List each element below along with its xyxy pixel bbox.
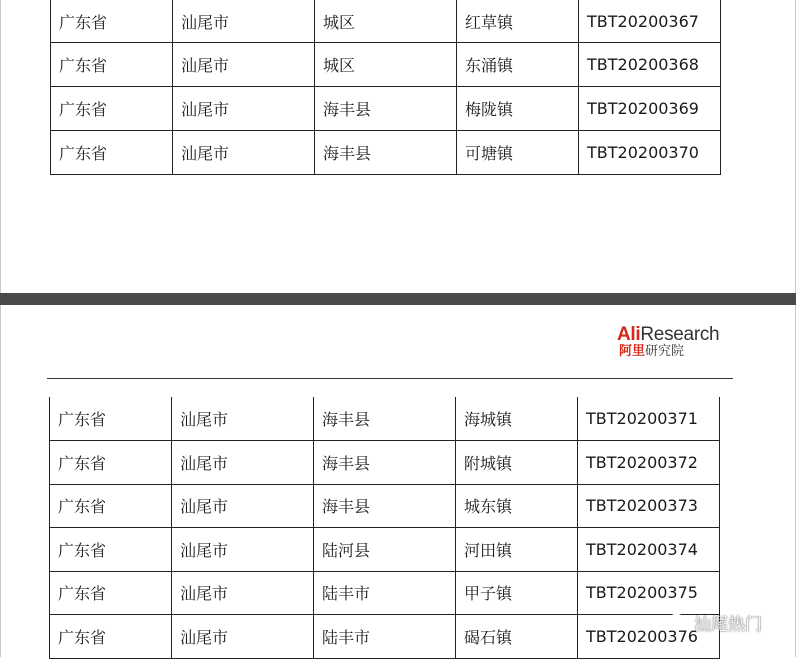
town-cell: 海城镇 (456, 397, 578, 441)
table-row (50, 397, 720, 441)
province-cell: 广东省 (50, 615, 172, 659)
aliresearch-logo (617, 325, 735, 365)
table-body (51, 0, 721, 175)
city-cell: 汕尾市 (172, 571, 314, 615)
logo-institute-cn: 研究院 (645, 344, 685, 359)
document-page-top (0, 0, 796, 293)
town-code-table-top (50, 0, 721, 175)
province-cell: 广东省 (51, 87, 173, 131)
province-cell: 广东省 (50, 441, 172, 485)
county-cell: 海丰县 (315, 131, 457, 175)
code-cell: TBT20200373 (578, 484, 720, 528)
county-cell: 城区 (315, 43, 457, 87)
table-row (51, 43, 721, 87)
city-cell: 汕尾市 (173, 87, 315, 131)
code-cell: TBT20200372 (578, 441, 720, 485)
table-row (50, 615, 720, 659)
logo-ali-text: Ali (617, 324, 641, 345)
logo-ali-cn: 阿里 (619, 344, 646, 359)
city-cell: 汕尾市 (172, 615, 314, 659)
table-row (50, 571, 720, 615)
county-cell: 城区 (315, 0, 457, 43)
town-cell: 碣石镇 (456, 615, 578, 659)
wechat-icon (668, 613, 690, 631)
county-cell: 陆丰市 (314, 615, 456, 659)
wechat-watermark (668, 610, 762, 634)
town-cell: 梅陇镇 (457, 87, 579, 131)
logo-chinese (619, 344, 684, 360)
town-cell: 河田镇 (456, 528, 578, 572)
province-cell: 广东省 (50, 528, 172, 572)
province-cell: 广东省 (50, 571, 172, 615)
town-cell: 附城镇 (456, 441, 578, 485)
county-cell: 海丰县 (314, 484, 456, 528)
city-cell: 汕尾市 (173, 0, 315, 43)
city-cell: 汕尾市 (173, 131, 315, 175)
county-cell: 海丰县 (315, 87, 457, 131)
header-divider (47, 378, 733, 379)
watermark-text: 汕尾热门 (694, 614, 762, 635)
city-cell: 汕尾市 (172, 528, 314, 572)
table-row (51, 131, 721, 175)
county-cell: 海丰县 (314, 441, 456, 485)
code-cell: TBT20200376 (578, 615, 720, 659)
logo-research-text: Research (640, 324, 720, 345)
code-cell: TBT20200375 (578, 571, 720, 615)
province-cell: 广东省 (50, 484, 172, 528)
county-cell: 陆河县 (314, 528, 456, 572)
code-cell: TBT20200368 (579, 43, 721, 87)
town-cell: 东涌镇 (457, 43, 579, 87)
page-separator (0, 293, 796, 305)
town-cell: 红草镇 (457, 0, 579, 43)
town-cell: 甲子镇 (456, 571, 578, 615)
table-row (50, 528, 720, 572)
city-cell: 汕尾市 (172, 484, 314, 528)
code-cell: TBT20200371 (578, 397, 720, 441)
province-cell: 广东省 (50, 397, 172, 441)
town-code-table-bottom (49, 397, 720, 659)
city-cell: 汕尾市 (173, 43, 315, 87)
code-cell: TBT20200367 (579, 0, 721, 43)
county-cell: 海丰县 (314, 397, 456, 441)
table-body (50, 397, 720, 658)
code-cell: TBT20200370 (579, 131, 721, 175)
table-row (51, 87, 721, 131)
code-cell: TBT20200374 (578, 528, 720, 572)
code-cell: TBT20200369 (579, 87, 721, 131)
logo-english (617, 325, 719, 345)
city-cell: 汕尾市 (172, 441, 314, 485)
town-cell: 城东镇 (456, 484, 578, 528)
town-cell: 可塘镇 (457, 131, 579, 175)
table-row (50, 441, 720, 485)
table-row (50, 484, 720, 528)
province-cell: 广东省 (51, 0, 173, 43)
table-row (51, 0, 721, 43)
city-cell: 汕尾市 (172, 397, 314, 441)
province-cell: 广东省 (51, 131, 173, 175)
province-cell: 广东省 (51, 43, 173, 87)
county-cell: 陆丰市 (314, 571, 456, 615)
